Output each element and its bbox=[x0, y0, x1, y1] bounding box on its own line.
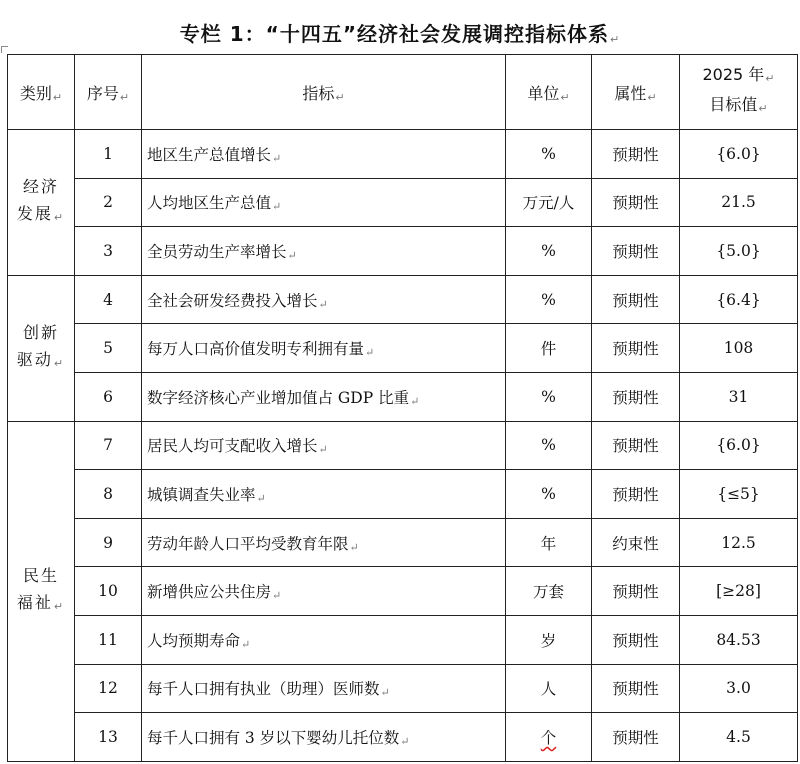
category-cell bbox=[8, 275, 75, 421]
paragraph-mark-icon: ↵ bbox=[241, 637, 251, 651]
paragraph-mark-icon: ↵ bbox=[53, 357, 66, 371]
paragraph-mark-icon: ↵ bbox=[765, 72, 775, 85]
header-attribute-label: 属性 bbox=[614, 83, 647, 103]
unit-cell: % bbox=[506, 470, 592, 519]
unit-cell: 万元/人 bbox=[506, 178, 592, 227]
paragraph-mark-icon: ↵ bbox=[272, 151, 282, 165]
paragraph-mark-icon: ↵ bbox=[318, 297, 328, 311]
indicator-cell bbox=[142, 130, 506, 179]
indicator-cell bbox=[142, 275, 506, 324]
table-row bbox=[8, 713, 798, 762]
attribute-cell: 预期性 bbox=[592, 421, 680, 470]
header-row bbox=[8, 55, 798, 130]
category-line1: 民生 bbox=[22, 566, 59, 586]
indicator-text: 地区生产总值增长 bbox=[147, 145, 272, 164]
indicator-cell bbox=[142, 324, 506, 373]
unit-cell bbox=[506, 713, 592, 762]
attribute-cell: 预期性 bbox=[592, 713, 680, 762]
paragraph-mark-icon: ↵ bbox=[53, 211, 66, 225]
header-category bbox=[8, 55, 75, 130]
number-cell: 12 bbox=[75, 664, 142, 713]
header-number bbox=[75, 55, 142, 130]
paragraph-mark-icon: ↵ bbox=[609, 33, 621, 46]
indicator-cell bbox=[142, 518, 506, 567]
target-cell: 84.53 bbox=[680, 615, 798, 664]
header-unit-label: 单位 bbox=[527, 83, 560, 103]
header-unit bbox=[506, 55, 592, 130]
target-cell: 12.5 bbox=[680, 518, 798, 567]
unit-cell: % bbox=[506, 421, 592, 470]
header-indicator-label: 指标 bbox=[302, 83, 335, 103]
indicator-text: 劳动年龄人口平均受教育年限 bbox=[147, 534, 349, 553]
unit-cell: 人 bbox=[506, 664, 592, 713]
header-target-line1: 2025 年 bbox=[702, 65, 765, 84]
target-cell: 108 bbox=[680, 324, 798, 373]
indicator-cell bbox=[142, 470, 506, 519]
table-row bbox=[8, 518, 798, 567]
indicator-text: 居民人均可支配收入增长 bbox=[147, 437, 318, 456]
attribute-cell: 预期性 bbox=[592, 275, 680, 324]
indicator-text: 人均地区生产总值 bbox=[147, 194, 272, 213]
target-cell: {6.0} bbox=[680, 130, 798, 179]
indicator-cell bbox=[142, 227, 506, 276]
table-row bbox=[8, 227, 798, 276]
indicator-text: 人均预期寿命 bbox=[147, 631, 241, 650]
paragraph-mark-icon: ↵ bbox=[53, 600, 66, 614]
number-cell: 2 bbox=[75, 178, 142, 227]
header-target bbox=[680, 55, 798, 130]
attribute-cell: 预期性 bbox=[592, 664, 680, 713]
unit-cell: 万套 bbox=[506, 567, 592, 616]
spellcheck-underlined-unit[interactable]: 个 bbox=[540, 728, 557, 747]
paragraph-mark-icon: ↵ bbox=[400, 734, 410, 748]
header-category-label: 类别 bbox=[19, 83, 52, 103]
paragraph-mark-icon: ↵ bbox=[335, 90, 345, 104]
indicator-cell bbox=[142, 567, 506, 616]
number-cell: 9 bbox=[75, 518, 142, 567]
attribute-cell: 预期性 bbox=[592, 324, 680, 373]
target-cell: 4.5 bbox=[680, 713, 798, 762]
paragraph-mark-icon: ↵ bbox=[52, 90, 63, 104]
table-row bbox=[8, 615, 798, 664]
indicator-cell bbox=[142, 664, 506, 713]
table-row bbox=[8, 421, 798, 470]
number-cell: 13 bbox=[75, 713, 142, 762]
unit-cell: 年 bbox=[506, 518, 592, 567]
attribute-cell: 预期性 bbox=[592, 372, 680, 421]
paragraph-mark-icon: ↵ bbox=[287, 248, 297, 262]
unit-cell: % bbox=[506, 227, 592, 276]
unit-cell: % bbox=[506, 275, 592, 324]
text-boundary-corner-icon bbox=[1, 46, 8, 53]
attribute-cell: 预期性 bbox=[592, 567, 680, 616]
attribute-cell: 预期性 bbox=[592, 615, 680, 664]
table-row bbox=[8, 567, 798, 616]
indicator-table bbox=[7, 54, 798, 762]
header-target-line2: 目标值 bbox=[709, 95, 758, 114]
indicator-text: 全社会研发经费投入增长 bbox=[147, 291, 318, 310]
page-title bbox=[0, 18, 800, 47]
attribute-cell: 预期性 bbox=[592, 130, 680, 179]
number-cell: 11 bbox=[75, 615, 142, 664]
paragraph-mark-icon: ↵ bbox=[410, 394, 420, 408]
table-row bbox=[8, 178, 798, 227]
header-attribute bbox=[592, 55, 680, 130]
paragraph-mark-icon: ↵ bbox=[272, 200, 282, 214]
paragraph-mark-icon: ↵ bbox=[560, 90, 570, 104]
indicator-cell bbox=[142, 372, 506, 421]
target-cell: {6.4} bbox=[680, 275, 798, 324]
indicator-text: 每万人口高价值发明专利拥有量 bbox=[147, 340, 365, 359]
number-cell: 7 bbox=[75, 421, 142, 470]
indicator-text: 全员劳动生产率增长 bbox=[147, 242, 287, 261]
target-cell: 3.0 bbox=[680, 664, 798, 713]
paragraph-mark-icon: ↵ bbox=[256, 491, 266, 505]
category-line2: 福祉 bbox=[16, 593, 53, 613]
table-row bbox=[8, 664, 798, 713]
indicator-text: 城镇调查失业率 bbox=[147, 485, 256, 504]
number-cell: 5 bbox=[75, 324, 142, 373]
paragraph-mark-icon: ↵ bbox=[647, 90, 657, 104]
table-row bbox=[8, 470, 798, 519]
unit-cell: % bbox=[506, 372, 592, 421]
target-cell: {5.0} bbox=[680, 227, 798, 276]
paragraph-mark-icon: ↵ bbox=[119, 90, 130, 104]
attribute-cell: 预期性 bbox=[592, 178, 680, 227]
target-cell: 21.5 bbox=[680, 178, 798, 227]
paragraph-mark-icon: ↵ bbox=[318, 443, 328, 457]
attribute-cell: 预期性 bbox=[592, 470, 680, 519]
unit-cell: % bbox=[506, 130, 592, 179]
paragraph-mark-icon: ↵ bbox=[349, 540, 359, 554]
header-number-label: 序号 bbox=[86, 83, 119, 103]
title-text: 专栏 1：“十四五”经济社会发展调控指标体系 bbox=[179, 22, 609, 46]
target-cell: {6.0} bbox=[680, 421, 798, 470]
category-line2: 发展 bbox=[16, 204, 53, 224]
number-cell: 8 bbox=[75, 470, 142, 519]
number-cell: 10 bbox=[75, 567, 142, 616]
paragraph-mark-icon: ↵ bbox=[365, 346, 375, 360]
unit-cell: 岁 bbox=[506, 615, 592, 664]
indicator-text: 每千人口拥有执业（助理）医师数 bbox=[147, 680, 380, 699]
target-cell: [≥28] bbox=[680, 567, 798, 616]
attribute-cell: 预期性 bbox=[592, 227, 680, 276]
category-line1: 经济 bbox=[22, 177, 59, 197]
table-row bbox=[8, 130, 798, 179]
paragraph-mark-icon: ↵ bbox=[380, 686, 390, 700]
target-cell: 31 bbox=[680, 372, 798, 421]
indicator-cell bbox=[142, 713, 506, 762]
header-indicator bbox=[142, 55, 506, 130]
indicator-cell bbox=[142, 615, 506, 664]
unit-cell: 件 bbox=[506, 324, 592, 373]
indicator-text: 新增供应公共住房 bbox=[147, 583, 272, 602]
number-cell: 4 bbox=[75, 275, 142, 324]
number-cell: 3 bbox=[75, 227, 142, 276]
indicator-cell bbox=[142, 421, 506, 470]
table-row bbox=[8, 372, 798, 421]
category-cell bbox=[8, 421, 75, 761]
number-cell: 1 bbox=[75, 130, 142, 179]
category-line1: 创新 bbox=[22, 323, 59, 343]
category-cell bbox=[8, 130, 75, 276]
indicator-cell bbox=[142, 178, 506, 227]
table-row bbox=[8, 324, 798, 373]
paragraph-mark-icon: ↵ bbox=[272, 589, 282, 603]
indicator-text: 每千人口拥有 3 岁以下婴幼儿托位数 bbox=[147, 728, 400, 747]
attribute-cell: 约束性 bbox=[592, 518, 680, 567]
indicator-text: 数字经济核心产业增加值占 GDP 比重 bbox=[147, 388, 410, 407]
category-line2: 驱动 bbox=[16, 350, 53, 370]
table-row bbox=[8, 275, 798, 324]
number-cell: 6 bbox=[75, 372, 142, 421]
paragraph-mark-icon: ↵ bbox=[758, 102, 768, 115]
target-cell: {≤5} bbox=[680, 470, 798, 519]
